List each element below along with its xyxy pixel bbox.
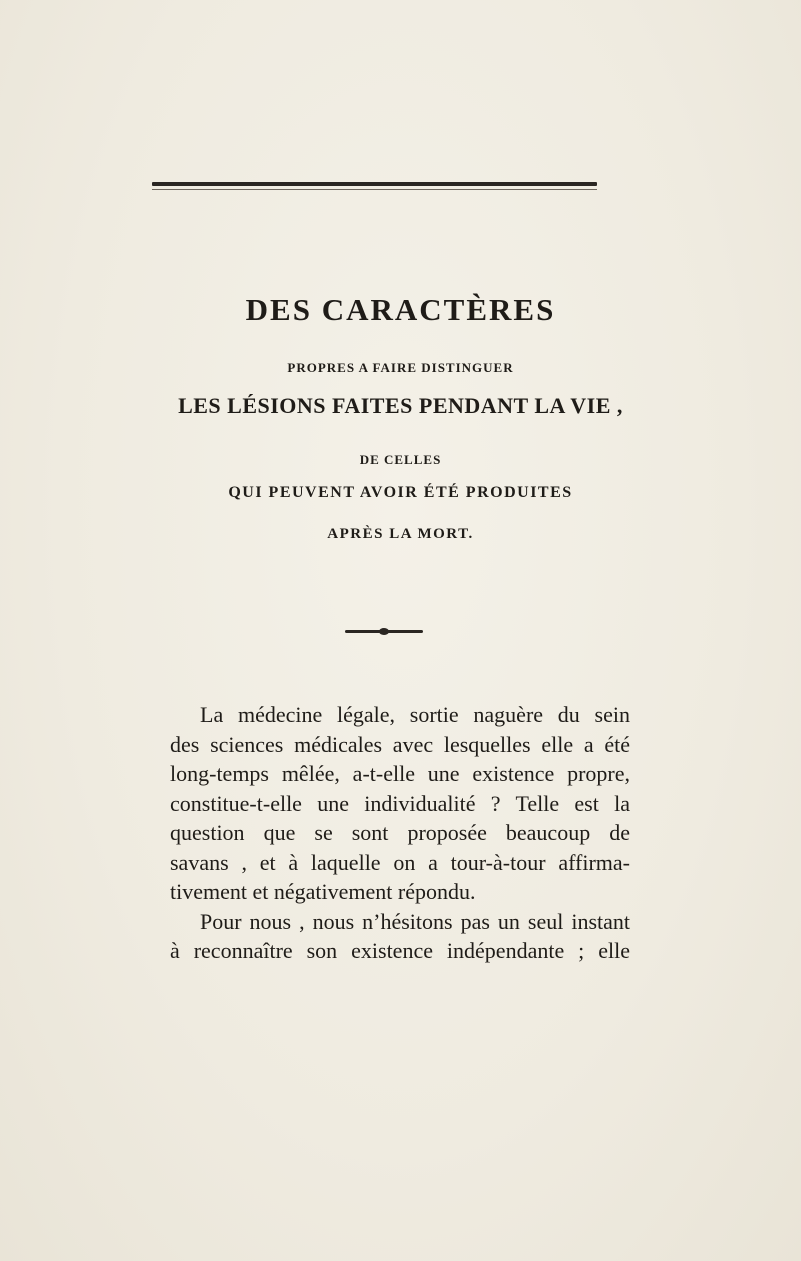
ornamental-divider [345, 630, 423, 633]
chapter-subtitle-3: DE CELLES [359, 452, 442, 467]
body-paragraphs [170, 700, 630, 966]
top-rule [152, 182, 597, 186]
chapter-subtitle-2: LES LÉSIONS FAITES PENDANT LA VIE , [178, 393, 623, 418]
text-line: constitue-t-elle une individualité ? Telle est la [170, 790, 630, 816]
chapter-title: DES CARACTÈRES [245, 292, 556, 327]
chapter-subtitle-5: APRÈS LA MORT. [327, 526, 474, 542]
text-line: à reconnaître son existence indépendante ; elle [170, 938, 630, 963]
text-line: savans , et à laquelle on a tour-à-tour affirma- [170, 849, 630, 875]
chapter-subtitle-4: QUI PEUVENT AVOIR ÉTÉ PRODUITES [228, 484, 573, 501]
text-line: long-temps mêlée, a-t-elle une existence propre, [170, 761, 630, 786]
text-line: La médecine légale, sortie naguère du sein [200, 702, 630, 727]
text-line: tivement et négativement répondu. [170, 879, 476, 904]
top-rule-thin [152, 189, 597, 190]
text-line: Pour nous , nous n’hésitons pas un seul instant [200, 908, 630, 934]
text-line: des sciences médicales avec lesquelles elle a été [170, 731, 630, 757]
chapter-subtitle-1: PROPRES A FAIRE DISTINGUER [287, 360, 514, 375]
text-line: question que se sont proposée beaucoup de [170, 820, 630, 845]
